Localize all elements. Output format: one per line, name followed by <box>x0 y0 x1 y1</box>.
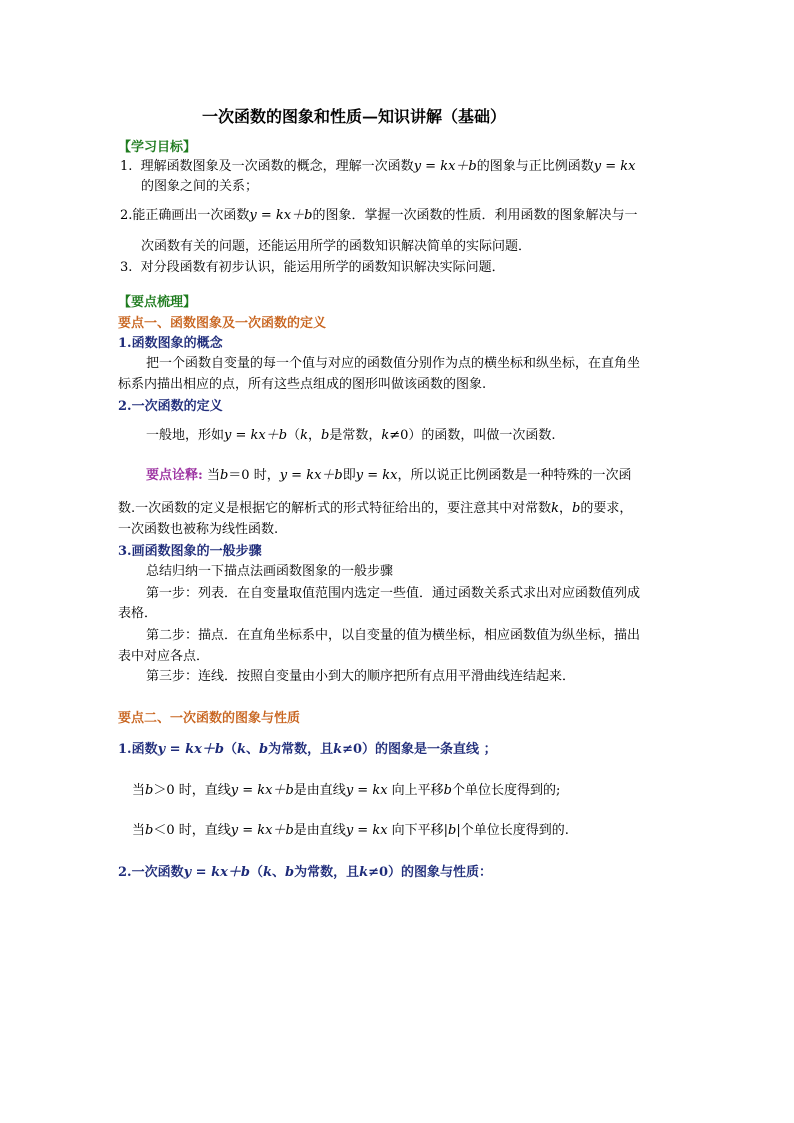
text: ≠0）的图象是一条直线 ； <box>342 742 497 757</box>
text: 是由直线 <box>293 783 346 798</box>
goal-number: 3. <box>120 260 133 275</box>
formula: k <box>359 865 369 880</box>
text: （ <box>249 865 263 880</box>
text: 为常数，且 <box>294 865 360 880</box>
section-learning-goals: 【学习目标】 <box>118 140 197 155</box>
subsection-2-heading: 2.一次函数的定义 <box>118 399 223 414</box>
formula: k <box>262 865 272 880</box>
text: 、 <box>271 865 285 880</box>
text: |个单位长度得到的. <box>456 823 569 838</box>
formula: b <box>145 823 154 838</box>
key-point-2-heading: 要点二、一次函数的图象与性质 <box>118 711 301 726</box>
formula: y = kx <box>355 468 398 483</box>
step-2-line-1: 第二步：描点．在直角坐标系中，以自变量的值为横坐标，相应函数值为纵坐标，描出 <box>146 628 641 643</box>
text: 的要求， <box>580 501 633 516</box>
formula: b <box>443 783 452 798</box>
text: 对分段函数有初步认识，能运用所学的函数知识解决实际问题． <box>140 260 505 275</box>
formula: y = kx <box>593 159 636 174</box>
formula: k <box>300 428 308 443</box>
step-2-line-2: 表中对应各点． <box>118 649 210 664</box>
text: 一般地，形如 <box>146 428 225 443</box>
formula: b <box>145 783 154 798</box>
goal-3 <box>120 259 505 277</box>
key-point-1-heading: 要点一、函数图象及一次函数的定义 <box>118 316 327 331</box>
goal-2-line-2: 次函数有关的问题，还能运用所学的函数知识解决简单的实际问题． <box>141 239 532 254</box>
text: 的图象与正比例函数 <box>476 159 594 174</box>
text: ≠0）的函数，叫做一次函数. <box>389 428 556 443</box>
text: 为常数，且 <box>268 742 334 757</box>
text: 理解函数图象及一次函数的概念，理解一次函数 <box>140 159 414 174</box>
formula: y = kx＋b <box>224 428 288 443</box>
formula: y = kx <box>345 783 388 798</box>
definition-line <box>146 427 556 445</box>
case-b-negative <box>132 822 569 840</box>
note-line-2 <box>118 500 632 518</box>
formula: k <box>551 501 560 516</box>
subsection-1-heading: 1.函数图象的概念 <box>118 336 223 351</box>
text: ＞0 时，直线 <box>153 783 231 798</box>
formula: y = kx＋b <box>157 742 224 757</box>
text: ≠0）的图象与性质： <box>368 865 493 880</box>
formula: b <box>284 865 295 880</box>
formula: b <box>572 501 581 516</box>
case-b-positive <box>132 782 560 800</box>
text: ＝0 时， <box>228 468 280 483</box>
document-title: 一次函数的图象和性质—知识讲解（基础） <box>202 107 507 126</box>
goal-2-line-1 <box>120 207 637 225</box>
text: ， <box>559 501 573 516</box>
text: ，所以说正比例函数是一种特殊的一次函 <box>397 468 632 483</box>
formula: y = kx＋b <box>230 823 294 838</box>
formula: b <box>448 823 457 838</box>
text: 即 <box>342 468 356 483</box>
text: ＜0 时，直线 <box>153 823 231 838</box>
text: 数.一次函数的定义是根据它的解析式的形式特征给出的，要注意其中对常数 <box>118 501 552 516</box>
formula: k <box>236 742 246 757</box>
text: 是常数， <box>329 428 382 443</box>
formula: y = kx＋b <box>230 783 294 798</box>
step-1-line-1: 第一步：列表．在自变量取值范围内选定一些值．通过函数关系式求出对应函数值列成 <box>146 586 641 601</box>
text: 向下平移| <box>387 823 449 838</box>
goal-number: 1. <box>120 159 133 174</box>
formula: b <box>219 468 229 483</box>
text: 2.一次函数 <box>118 865 184 880</box>
text: 是由直线 <box>293 823 346 838</box>
text: （ <box>223 742 237 757</box>
formula: k <box>381 428 390 443</box>
goal-1-line-2: 的图象之间的关系； <box>141 179 259 194</box>
subsection-3-heading: 3.画函数图象的一般步骤 <box>118 544 262 559</box>
formula: b <box>320 428 330 443</box>
note-line-1 <box>146 467 632 485</box>
paragraph-line: 把一个函数自变量的每一个值与对应的函数值分别作为点的横坐标和纵坐标，在直角坐 <box>146 356 641 371</box>
formula: k <box>333 742 343 757</box>
goal-1-line-1 <box>120 158 635 176</box>
note-label: 要点诠释: <box>146 468 203 483</box>
property-2-heading <box>118 864 492 882</box>
formula: y = kx＋b <box>279 468 343 483</box>
note-line-3: 一次函数也被称为线性函数. <box>118 522 279 537</box>
text: （ <box>287 428 301 443</box>
step-1-line-2: 表格． <box>118 606 158 621</box>
formula: y = kx＋b <box>249 208 313 223</box>
text: 2.能正确画出一次函数 <box>120 208 250 223</box>
formula: y = kx＋b <box>413 159 477 174</box>
text: 的图象．掌握一次函数的性质．利用函数的图象解决与一 <box>312 208 638 223</box>
text: 向上平移 <box>387 783 444 798</box>
formula: y = kx＋b <box>183 865 250 880</box>
text: 1.函数 <box>118 742 158 757</box>
text: ， <box>307 428 321 443</box>
section-key-points: 【要点梳理】 <box>118 295 197 310</box>
text: 、 <box>245 742 259 757</box>
formula: b <box>258 742 269 757</box>
text: 当 <box>132 823 146 838</box>
text: 个单位长度得到的; <box>452 783 561 798</box>
text: 当 <box>132 783 146 798</box>
step-3: 第三步：连线．按照自变量由小到大的顺序把所有点用平滑曲线连结起来． <box>146 669 576 684</box>
paragraph-line: 总结归纳一下描点法画函数图象的一般步骤 <box>146 564 394 579</box>
property-1-heading <box>118 741 497 759</box>
formula: y = kx <box>345 823 388 838</box>
paragraph-line: 标系内描出相应的点，所有这些点组成的图形叫做该函数的图象. <box>118 377 487 392</box>
text: 当 <box>206 468 220 483</box>
